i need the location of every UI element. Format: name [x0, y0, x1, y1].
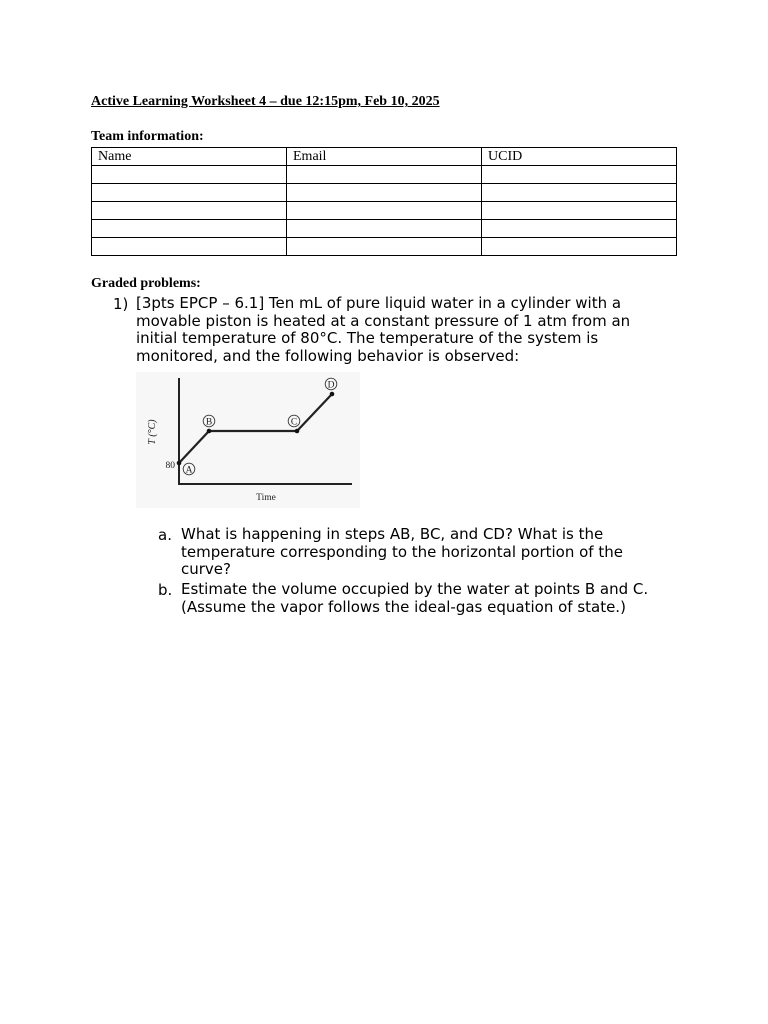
- heating-curve-plot: [136, 372, 360, 508]
- column-header-email: Email: [287, 148, 482, 166]
- table-cell[interactable]: [92, 202, 287, 220]
- table-header-row: [92, 148, 677, 166]
- table-cell[interactable]: [287, 238, 482, 256]
- part-b-text: Estimate the volume occupied by the water at points B and C. (Assume the vapor follows the ideal-gas equation of state.): [181, 580, 649, 616]
- part-a-label: a.: [158, 526, 172, 544]
- heating-curve-figure: [136, 372, 360, 508]
- table-row: [92, 184, 677, 202]
- graded-problems-heading: Graded problems:: [91, 276, 201, 291]
- point-c-dot: [295, 429, 300, 434]
- table-cell[interactable]: [482, 220, 677, 238]
- point-d-dot: [330, 392, 335, 397]
- y-axis-label: T (°C): [147, 419, 158, 445]
- column-header-ucid: UCID: [482, 148, 677, 166]
- table-cell[interactable]: [482, 202, 677, 220]
- table-row: [92, 166, 677, 184]
- table-row: [92, 202, 677, 220]
- x-axis-label: Time: [256, 493, 276, 503]
- point-c-label: C: [290, 417, 298, 428]
- table-cell[interactable]: [92, 166, 287, 184]
- table-cell[interactable]: [287, 166, 482, 184]
- point-b-dot: [207, 429, 212, 434]
- table-cell[interactable]: [482, 166, 677, 184]
- y-tick-label: 80: [165, 461, 175, 471]
- part-b-label: b.: [158, 581, 173, 599]
- point-a-label: A: [185, 465, 193, 476]
- point-d-label: D: [327, 380, 335, 391]
- point-a-dot: [177, 461, 182, 466]
- table-cell[interactable]: [287, 184, 482, 202]
- team-information-heading: Team information:: [91, 129, 204, 144]
- table-cell[interactable]: [92, 238, 287, 256]
- table-cell[interactable]: [287, 220, 482, 238]
- table-row: [92, 238, 677, 256]
- point-b-label: B: [205, 417, 213, 428]
- part-a-text: What is happening in steps AB, BC, and CD? What is the temperature corresponding to the horizontal portion of the curve?: [181, 525, 623, 578]
- problem-1-text: [3pts EPCP – 6.1] Ten mL of pure liquid water in a cylinder with a movable piston is heated at a constant pressure of 1 atm from an initial temperature of 80°C. The temperature of the system is monitored, and the following behavior is observed:: [136, 294, 631, 365]
- table-cell[interactable]: [482, 184, 677, 202]
- table-cell[interactable]: [287, 202, 482, 220]
- temperature-curve: [179, 394, 332, 463]
- team-information-table: [91, 147, 677, 256]
- table-cell[interactable]: [92, 184, 287, 202]
- table-row: [92, 220, 677, 238]
- table-cell[interactable]: [92, 220, 287, 238]
- table-cell[interactable]: [482, 238, 677, 256]
- column-header-name: Name: [92, 148, 287, 166]
- worksheet-title: Active Learning Worksheet 4 – due 12:15pm, Feb 10, 2025: [91, 94, 440, 109]
- problem-1-number: 1): [113, 295, 129, 313]
